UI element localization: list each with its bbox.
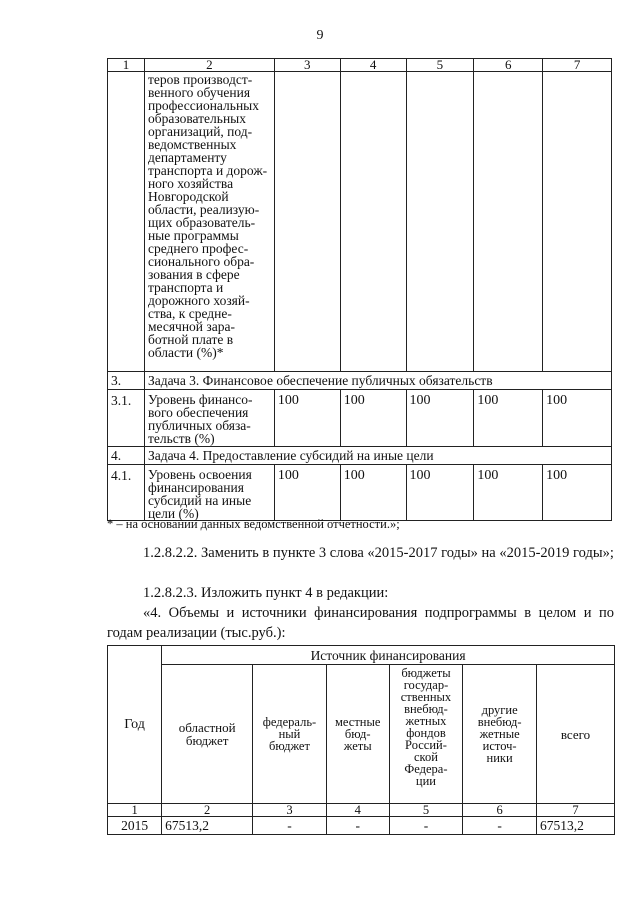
col-header: 1 (108, 59, 145, 72)
col-header: 4 (340, 59, 406, 72)
value-cell: - (389, 817, 463, 835)
task-row (108, 447, 612, 465)
value-cell: 100 (340, 390, 406, 447)
row-number-cell: 4. (108, 447, 145, 465)
value-cell (406, 72, 474, 372)
col-number: 4 (326, 804, 389, 817)
col-federal-budget: федераль- ный бюджет (253, 665, 327, 804)
col-header: 7 (543, 59, 612, 72)
col-header: 3 (274, 59, 340, 72)
column-number-row (108, 804, 615, 817)
table-row (108, 390, 612, 447)
row-number-cell: 4.1. (108, 465, 145, 521)
value-cell (543, 72, 612, 372)
col-number: 3 (253, 804, 327, 817)
paragraph-edition: 1.2.8.2.3. Изложить пункт 4 в редакции: (143, 585, 389, 601)
paragraph-intro: «4. Объемы и источники финансирования подпрограммы в целом и по годам реализации (тыс.руб.): (107, 605, 614, 641)
value-cell (340, 72, 406, 372)
source-header: Источник финансирования (162, 646, 615, 665)
value-cell: 100 (543, 390, 612, 447)
value-cell: 100 (406, 465, 474, 521)
value-cell: 100 (406, 390, 474, 447)
row-number-cell (108, 72, 145, 372)
footnote: * – на основании данных ведомственной отчетности.»; (107, 517, 400, 531)
col-header: 5 (406, 59, 474, 72)
table-header-row (108, 665, 615, 804)
value-cell: 67513,2 (536, 817, 614, 835)
col-local-budgets: местные бюд- жеты (326, 665, 389, 804)
col-number: 6 (463, 804, 537, 817)
col-number: 1 (108, 804, 162, 817)
row-number-cell: 3. (108, 372, 145, 390)
value-cell: 100 (543, 465, 612, 521)
col-regional-budget: областной бюджет (162, 665, 253, 804)
value-cell (274, 72, 340, 372)
table-row (108, 72, 612, 372)
year-cell: 2015 (108, 817, 162, 835)
indicator-text: Уровень финансо- вого обеспечения публичных обяза- тельств (%) (144, 390, 274, 447)
paragraph-replace: 1.2.8.2.2. Заменить в пункте 3 слова «2015-2017 годы» на «2015-2019 годы»; (143, 545, 614, 561)
value-cell: 100 (340, 465, 406, 521)
col-number: 5 (389, 804, 463, 817)
funding-table (107, 645, 615, 835)
value-cell: 100 (474, 390, 543, 447)
row-number-cell: 3.1. (108, 390, 145, 447)
col-header: 6 (474, 59, 543, 72)
col-other-sources: другие внебюд- жетные источ- ники (463, 665, 537, 804)
value-cell: - (463, 817, 537, 835)
value-cell (474, 72, 543, 372)
col-number: 7 (536, 804, 614, 817)
year-header: Год (108, 646, 162, 804)
task-title: Задача 3. Финансовое обеспечение публичных обязательств (144, 372, 611, 390)
column-number-row (108, 59, 612, 72)
value-cell: 67513,2 (162, 817, 253, 835)
indicator-text-continued: теров производст- венного обучения профессиональных образовательных организаций, под- ведомственных департаменту транспорта и дорож- ного хозяйства Новгородской области, реализую- щих образователь- ные программы среднего профес- сионального обра- зования в сфере транспорта и дорожного хозяй- ства, к средне- месячной зара- ботной плате в области (%)* (144, 72, 274, 372)
task-row (108, 372, 612, 390)
page-number: 9 (316, 28, 324, 43)
col-total: всего (536, 665, 614, 804)
value-cell: 100 (274, 465, 340, 521)
col-extrabudgetary-funds: бюджеты государ- ственных внебюд- жетных фондов Россий- ской Федера- ции (389, 665, 463, 804)
value-cell: 100 (474, 465, 543, 521)
value-cell: 100 (274, 390, 340, 447)
indicator-text: Уровень освоения финансирования субсидий на иные цели (%) (144, 465, 274, 521)
table-row (108, 465, 612, 521)
table-header-row (108, 646, 615, 665)
indicators-table (107, 58, 612, 521)
value-cell: - (253, 817, 327, 835)
value-cell: - (326, 817, 389, 835)
table-row (108, 817, 615, 835)
col-header: 2 (144, 59, 274, 72)
col-number: 2 (162, 804, 253, 817)
task-title: Задача 4. Предоставление субсидий на иные цели (144, 447, 611, 465)
